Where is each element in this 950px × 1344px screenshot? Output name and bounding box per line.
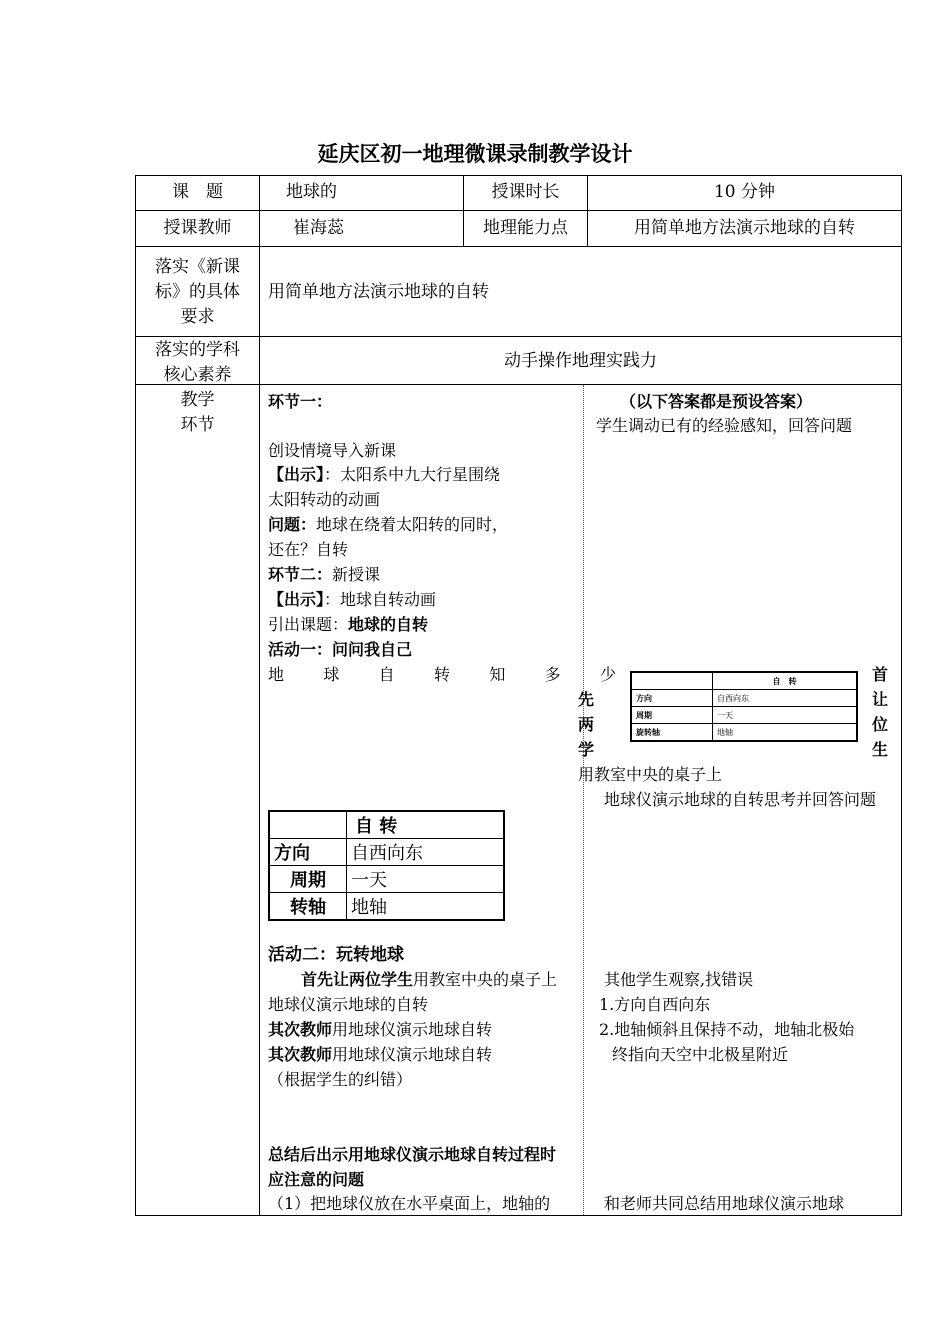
intro-text: 创设情境导入新课	[268, 441, 397, 460]
summary-line2: 应注意的问题	[268, 1170, 365, 1189]
section-label: 教学 环节	[180, 390, 215, 435]
teacher-label: 授课教师	[163, 218, 232, 238]
stage2-line: 环节二：新授课	[268, 565, 381, 584]
answer-note: （以下答案都是预设答案）	[620, 392, 813, 411]
observe-item1: 1.方向自西向东	[599, 995, 711, 1014]
big-table-label: 转轴	[269, 893, 347, 921]
big-table-value: 一天	[347, 866, 505, 893]
big-table-value: 自西向东	[347, 839, 505, 866]
literacy-value: 动手操作地理实践力	[504, 351, 657, 371]
col-left-char: 学	[578, 740, 595, 759]
standard-value: 用简单地方法演示地球的自转	[268, 282, 489, 302]
small-table-value: 地轴	[713, 724, 858, 742]
teacher-value: 崔海蕊	[293, 218, 344, 238]
rotation-table-small	[630, 671, 858, 742]
col-right-char: 位	[872, 715, 889, 734]
desk-line2: 地球仪演示地球的自转思考并回答问题	[604, 790, 877, 809]
lead-line: 引出课题：地球的自转	[268, 615, 429, 634]
col-right-char: 让	[872, 690, 889, 709]
small-table-value: 自西向东	[713, 690, 858, 707]
small-table-header: 自 转	[713, 672, 858, 690]
stage1-title: 环节一：	[268, 392, 333, 411]
show1-line: 【出示】：太阳系中九大行星围绕	[268, 465, 501, 484]
a2-line5: （根据学生的纠错）	[268, 1070, 413, 1089]
desk-line1: 用教室中央的桌子上	[578, 765, 723, 784]
col-left-char: 先	[578, 690, 595, 709]
summary-line1: 总结后出示用地球仪演示地球自转过程时	[268, 1145, 557, 1164]
col-right-char: 生	[872, 740, 889, 759]
small-table-label: 方向	[631, 690, 713, 707]
small-table-value: 一天	[713, 707, 858, 724]
a2-line3: 其次教师用地球仪演示地球自转	[268, 1020, 493, 1039]
small-table-label: 周期	[631, 707, 713, 724]
rotation-table-big	[268, 810, 505, 921]
big-table-label: 周期	[269, 866, 347, 893]
together-line: 和老师共同总结用地球仪演示地球	[604, 1194, 845, 1213]
point1-line: （1）把地球仪放在水平桌面上，地轴的	[268, 1194, 551, 1213]
activity1-title: 活动一：问问我自己	[268, 640, 413, 659]
answer1: 学生调动已有的经验感知，回答问题	[596, 416, 853, 435]
observe-item3: 终指向天空中北极星附近	[612, 1045, 789, 1064]
a2-line1: 首先让两位学生用教室中央的桌子上	[301, 970, 558, 989]
show2-line: 【出示】：地球自转动画	[268, 590, 437, 609]
duration-value: 10 分钟	[713, 182, 776, 202]
small-table-label: 旋转轴	[631, 724, 713, 742]
a2-line4: 其次教师用地球仪演示地球自转	[268, 1045, 493, 1064]
big-table-value: 地轴	[347, 893, 505, 921]
standard-label: 落实《新课 标》的具体 要求	[155, 257, 240, 327]
observe-item2: 2.地轴倾斜且保持不动，地轴北极始	[599, 1020, 855, 1039]
big-table-header: 自 转	[347, 811, 505, 839]
show1-line2: 太阳转动的动画	[268, 490, 381, 509]
page-title: 延庆区初一地理微课录制教学设计	[317, 142, 633, 166]
col-right-char: 首	[872, 665, 889, 684]
question-line2: 还在？自转	[268, 540, 349, 559]
topic-value: 地球的	[286, 182, 337, 202]
col-left-char: 两	[578, 715, 595, 734]
a2-line2: 地球仪演示地球的自转	[268, 995, 429, 1014]
big-table-label: 方向	[269, 839, 347, 866]
observe-line: 其他学生观察,找错误	[604, 970, 754, 989]
ability-value: 用简单地方法演示地球的自转	[634, 218, 855, 238]
literacy-label: 落实的学科 核心素养	[155, 340, 240, 385]
ability-label: 地理能力点	[483, 218, 568, 238]
question-line: 问题：地球在绕着太阳转的同时，	[268, 515, 509, 534]
spread-text: 地 球 自 转 知 多 少	[268, 665, 616, 684]
activity2-title: 活动二：玩转地球	[268, 945, 404, 965]
topic-label: 课 题	[172, 182, 223, 202]
duration-label: 授课时长	[491, 182, 560, 202]
